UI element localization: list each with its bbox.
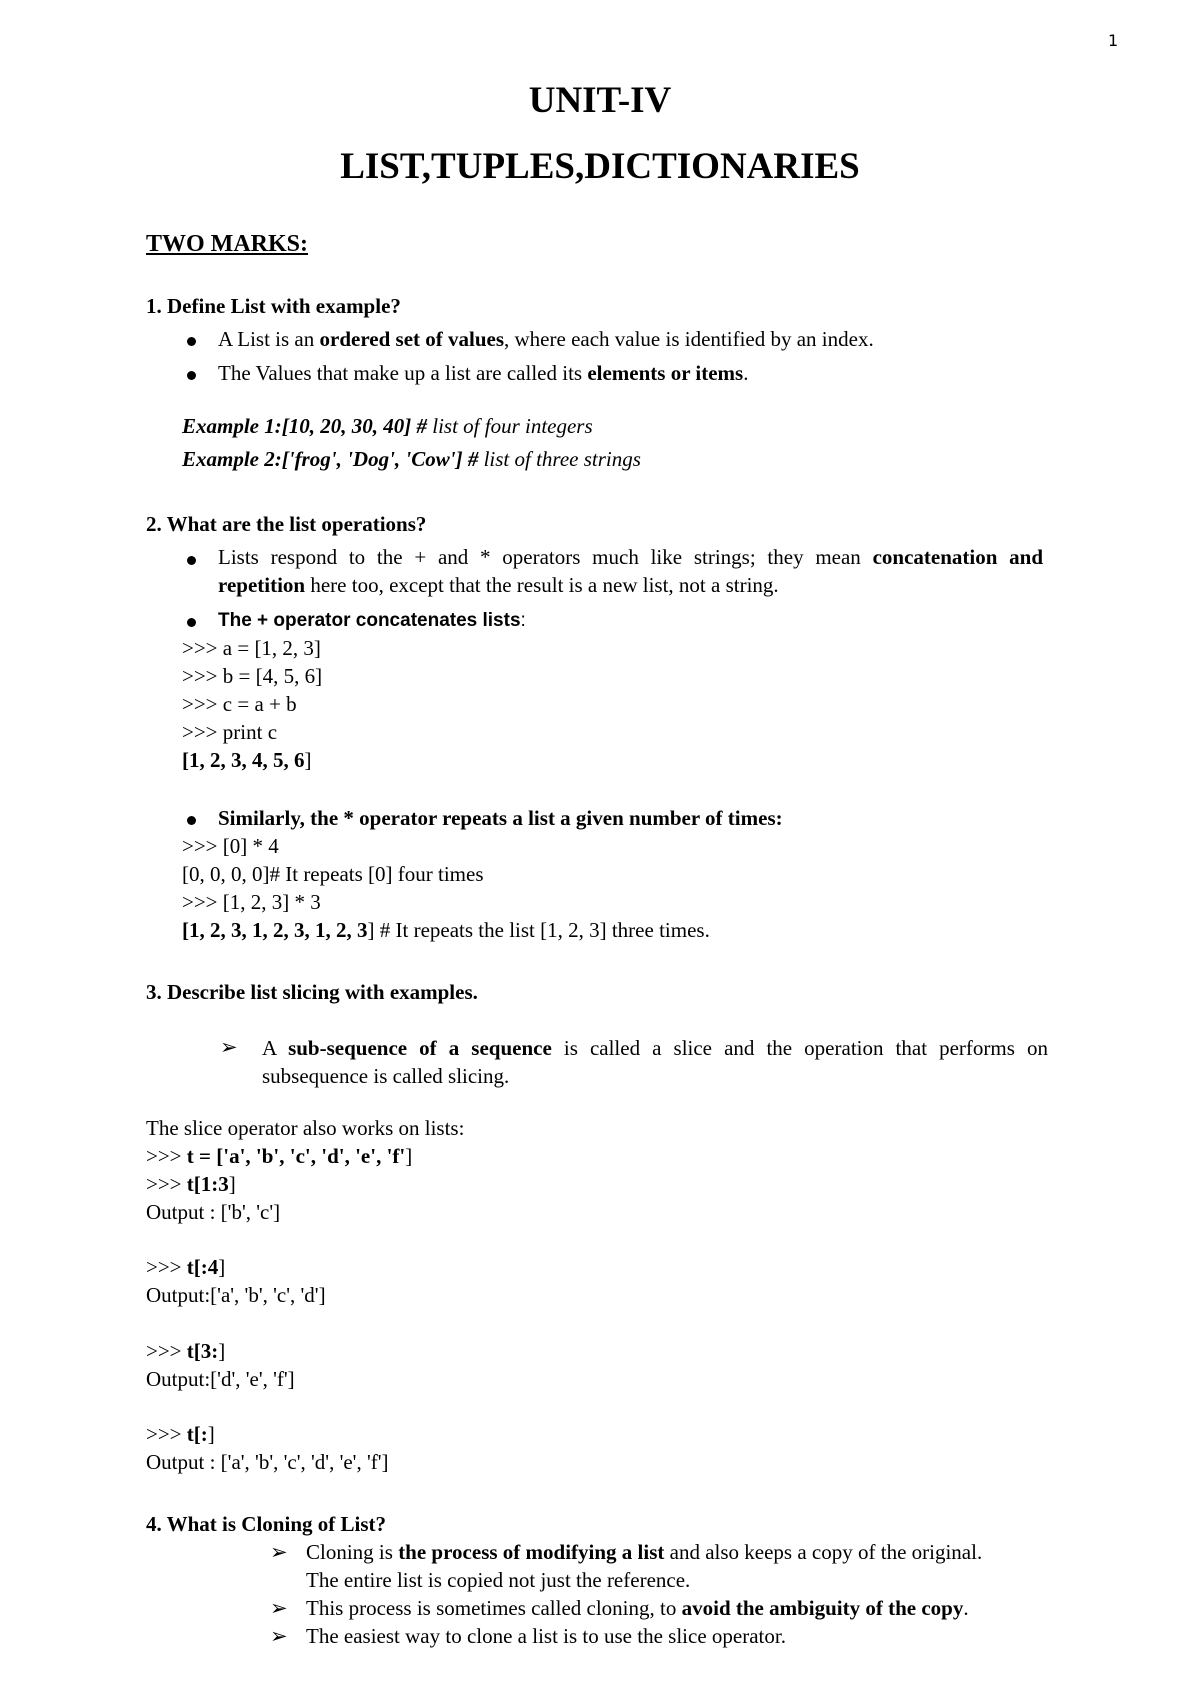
arrow-bullet-icon: ➢ [270,1624,288,1648]
bullet-icon [187,816,196,825]
code-output: Output : ['b', 'c'] [146,1200,281,1224]
question-number: 1. [146,294,162,318]
section-heading: TWO MARKS: [146,231,308,257]
q2-bullet-3: Similarly, the * operator repeats a list a given number of times: [218,806,783,830]
question-2 [146,512,426,536]
bullet-icon [187,337,196,346]
code-line: >>> t[3:] [146,1339,226,1363]
code-line: >>> print c [182,720,278,744]
code-line: >>> t[:] [146,1422,215,1446]
q1-example-2: Example 2:['frog', 'Dog', 'Cow'] # list of three strings [182,447,641,471]
code-line: >>> t[1:3] [146,1172,236,1196]
unit-heading: UNIT-IV [528,80,672,121]
code-line: >>> a = [1, 2, 3] [182,636,321,660]
question-text: Describe list slicing with examples. [167,980,478,1004]
q4-arrow-item-3: The easiest way to clone a list is to use the slice operator. [306,1624,786,1648]
q2-bullet-1: Lists respond to the + and * operators much like strings; they mean concatenation and repetition here too, except that the result is a new list, not a string. [218,545,1043,598]
q1-bullet-2: The Values that make up a list are called its elements or items. [218,361,749,385]
q3-intro: The slice operator also works on lists: [146,1116,465,1140]
bullet-icon [187,371,196,380]
question-number: 4. [146,1512,162,1536]
q1-bullet-1: A List is an ordered set of values, where each value is identified by an index. [218,327,874,351]
page-number: 1 [1108,31,1119,50]
code-output: [0, 0, 0, 0]# It repeats [0] four times [182,862,484,886]
code-line: >>> b = [4, 5, 6] [182,664,323,688]
code-line: >>> c = a + b [182,692,297,716]
code-line: >>> t[:4] [146,1255,226,1279]
page-title: LIST,TUPLES,DICTIONARIES [340,146,860,187]
question-1 [146,294,401,318]
q3-arrow-item: A sub-sequence of a sequence is called a slice and the operation that performs on subsequence is called slicing. [262,1036,1048,1089]
code-output: Output:['d', 'e', 'f'] [146,1367,295,1391]
question-text: What is Cloning of List? [166,1512,386,1536]
question-number: 3. [146,980,162,1004]
code-line: >>> [0] * 4 [182,834,279,858]
question-number: 2. [146,512,162,536]
code-output: [1, 2, 3, 1, 2, 3, 1, 2, 3] # It repeats the list [1, 2, 3] three times. [182,918,710,942]
question-text: Define List with example? [167,294,401,318]
question-text: What are the list operations? [166,512,427,536]
code-output: [1, 2, 3, 4, 5, 6] [182,748,312,772]
code-line: >>> t = ['a', 'b', 'c', 'd', 'e', 'f'] [146,1144,413,1168]
arrow-bullet-icon: ➢ [270,1540,288,1564]
code-line: >>> [1, 2, 3] * 3 [182,890,321,914]
arrow-bullet-icon: ➢ [220,1035,238,1059]
code-output: Output:['a', 'b', 'c', 'd'] [146,1283,326,1307]
question-3 [146,980,478,1004]
q4-arrow-item-2: This process is sometimes called cloning, to avoid the ambiguity of the copy. [306,1596,969,1620]
q1-example-1: Example 1:[10, 20, 30, 40] # list of four integers [182,414,593,438]
q2-bullet-2: The + operator concatenates lists: [218,610,526,631]
bullet-icon [187,556,196,565]
q4-arrow-item-1-cont: The entire list is copied not just the reference. [306,1568,691,1592]
q4-arrow-item-1: Cloning is the process of modifying a list and also keeps a copy of the original. [306,1540,983,1564]
bullet-icon [187,618,196,627]
code-output: Output : ['a', 'b', 'c', 'd', 'e', 'f'] [146,1450,389,1474]
question-4 [146,1512,386,1536]
arrow-bullet-icon: ➢ [270,1596,288,1620]
